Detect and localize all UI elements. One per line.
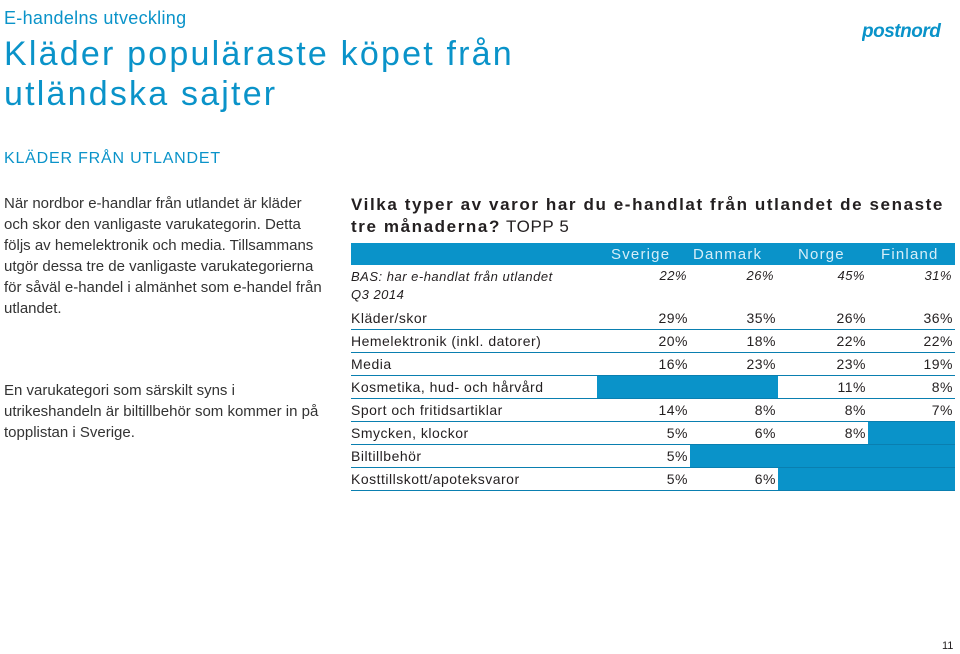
- cell-value: 29%: [658, 310, 688, 326]
- cell-value: 6%: [754, 425, 776, 441]
- intro-paragraph: När nordbor e-handlar från utlandet är kläder och skor den vanligaste varukategorin. Detta följs av hemelektronik och media. Tillsammans utgör dessa tre de vanligaste varukategorierna för såväl e-handel i almänhet som e-handel från utlandet.: [4, 195, 322, 317]
- cell-value: 19%: [923, 356, 953, 372]
- value-cell: [690, 307, 778, 329]
- base-value-norge: 45%: [837, 268, 865, 283]
- table-row: [351, 330, 955, 353]
- postnord-logo: [862, 18, 958, 42]
- table-row: [351, 422, 955, 445]
- empty-cell: [868, 445, 955, 467]
- base-row: [351, 265, 955, 307]
- table-row: [351, 307, 955, 330]
- empty-cell: [690, 376, 778, 398]
- cell-value: 7%: [931, 402, 953, 418]
- cell-value: 5%: [666, 471, 688, 487]
- table-row: [351, 353, 955, 376]
- svg-text:postnord: postnord: [862, 21, 941, 42]
- cell-value: 18%: [746, 333, 776, 349]
- cell-value: 8%: [844, 425, 866, 441]
- value-cell: [597, 422, 690, 444]
- value-cell: [690, 330, 778, 352]
- value-cell: [778, 330, 868, 352]
- value-cell: [597, 445, 690, 467]
- question-suffix: TOPP 5: [500, 217, 570, 236]
- table-header-row: [351, 243, 955, 265]
- cell-value: 16%: [658, 356, 688, 372]
- value-cell: [597, 353, 690, 375]
- base-value-finland: 31%: [924, 268, 952, 283]
- value-cell: [868, 399, 955, 421]
- highlight-paragraph: En varukategori som särskilt syns i utrikeshandeln är biltillbehör som kommer in på topplistan i Sverige.: [4, 382, 319, 441]
- cell-value: 36%: [923, 310, 953, 326]
- column-header-sverige: Sverige: [611, 246, 671, 263]
- section-kicker: E-handelns utveckling: [4, 8, 187, 28]
- cell-value: 20%: [658, 333, 688, 349]
- cell-value: 8%: [844, 402, 866, 418]
- page-title: Kläder populäraste köpet från utländska sajter: [4, 35, 514, 113]
- base-label: [351, 268, 553, 304]
- value-cell: [597, 399, 690, 421]
- column-header-norge: Norge: [798, 246, 845, 263]
- value-cell: [778, 399, 868, 421]
- cell-value: 23%: [836, 356, 866, 372]
- page-number: 11: [942, 640, 954, 652]
- row-label: Kosmetika, hud- och hårvård: [351, 379, 544, 395]
- cell-value: 35%: [746, 310, 776, 326]
- table-row: [351, 468, 955, 491]
- value-cell: [597, 307, 690, 329]
- table-row: [351, 445, 955, 468]
- value-cell: [690, 422, 778, 444]
- value-cell: [597, 330, 690, 352]
- empty-cell: [778, 445, 868, 467]
- value-cell: [868, 353, 955, 375]
- value-cell: [868, 376, 955, 398]
- value-cell: [778, 307, 868, 329]
- cell-value: 5%: [666, 425, 688, 441]
- empty-cell: [868, 422, 955, 444]
- column-header-danmark: Danmark: [693, 246, 763, 263]
- row-label: Media: [351, 356, 392, 372]
- value-cell: [690, 353, 778, 375]
- cell-value: 6%: [754, 471, 776, 487]
- row-label: Biltillbehör: [351, 448, 422, 464]
- base-value-danmark: 26%: [746, 268, 774, 283]
- cell-value: 26%: [836, 310, 866, 326]
- value-cell: [778, 353, 868, 375]
- table-row: [351, 376, 955, 399]
- cell-value: 5%: [666, 448, 688, 464]
- value-cell: [690, 468, 778, 490]
- cell-value: 8%: [931, 379, 953, 395]
- base-label-line1: BAS: har e-handlat från utlandet: [351, 269, 553, 284]
- cell-value: 11%: [837, 379, 866, 395]
- value-cell: [690, 399, 778, 421]
- value-cell: [778, 376, 868, 398]
- cell-value: 22%: [923, 333, 953, 349]
- row-label: Hemelektronik (inkl. datorer): [351, 333, 542, 349]
- cell-value: 8%: [754, 402, 776, 418]
- base-value-sverige: 22%: [659, 268, 687, 283]
- table-row: [351, 399, 955, 422]
- column-header-finland: Finland: [881, 246, 939, 263]
- cell-value: 14%: [658, 402, 688, 418]
- empty-cell: [778, 468, 868, 490]
- value-cell: [778, 422, 868, 444]
- table-body: [351, 307, 955, 491]
- value-cell: [868, 307, 955, 329]
- question-text: Vilka typer av varor har du e-handlat från utlandet de senaste tre månaderna?: [351, 195, 944, 236]
- row-label: Smycken, klockor: [351, 425, 469, 441]
- cell-value: 22%: [836, 333, 866, 349]
- value-cell: [597, 468, 690, 490]
- base-label-line2: Q3 2014: [351, 287, 405, 302]
- results-table: [351, 243, 955, 491]
- section-heading: KLÄDER FRÅN UTLANDET: [4, 150, 221, 167]
- row-label: Kläder/skor: [351, 310, 428, 326]
- empty-cell: [690, 445, 778, 467]
- empty-cell: [868, 468, 955, 490]
- survey-question: [351, 194, 951, 238]
- value-cell: [868, 330, 955, 352]
- row-label: Sport och fritidsartiklar: [351, 402, 503, 418]
- cell-value: 23%: [746, 356, 776, 372]
- row-label: Kosttillskott/apoteksvaror: [351, 471, 520, 487]
- empty-cell: [597, 376, 690, 398]
